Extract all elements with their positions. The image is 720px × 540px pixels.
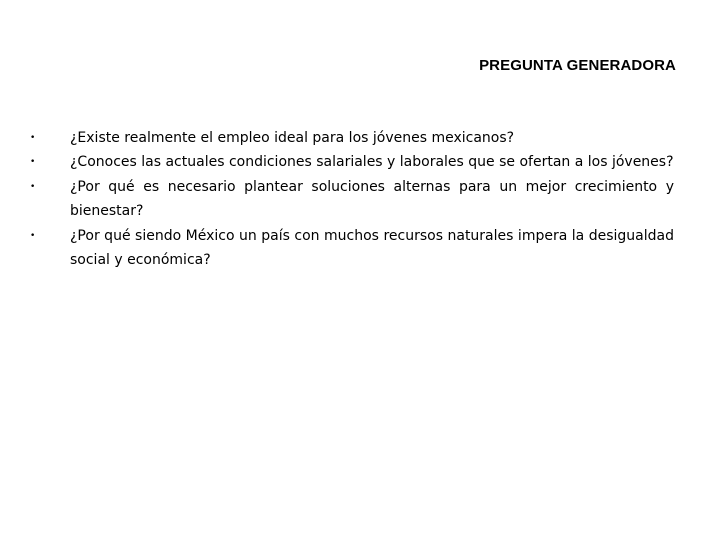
question-text: ¿Por qué es necesario plantear soluciones alternas para un mejor crecimiento y bienestar? xyxy=(70,179,674,219)
bullet-icon: • xyxy=(30,231,36,241)
list-item xyxy=(30,225,674,272)
list-item xyxy=(30,127,674,151)
bullet-icon: • xyxy=(30,156,36,167)
question-text: ¿Conoces las actuales condiciones salariales y laborales que se ofertan a los jóvenes? xyxy=(70,153,674,170)
question-text: ¿Existe realmente el empleo ideal para los jóvenes mexicanos? xyxy=(70,130,515,146)
question-text: ¿Por qué siendo México un país con muchos recursos naturales impera la desigualdad social y económica? xyxy=(70,228,674,268)
bullet-icon: • xyxy=(30,182,36,192)
question-list xyxy=(30,127,674,274)
page-title: PREGUNTA GENERADORA xyxy=(479,57,676,74)
list-item xyxy=(30,176,674,223)
bullet-icon: • xyxy=(30,133,36,143)
list-item xyxy=(30,151,674,175)
